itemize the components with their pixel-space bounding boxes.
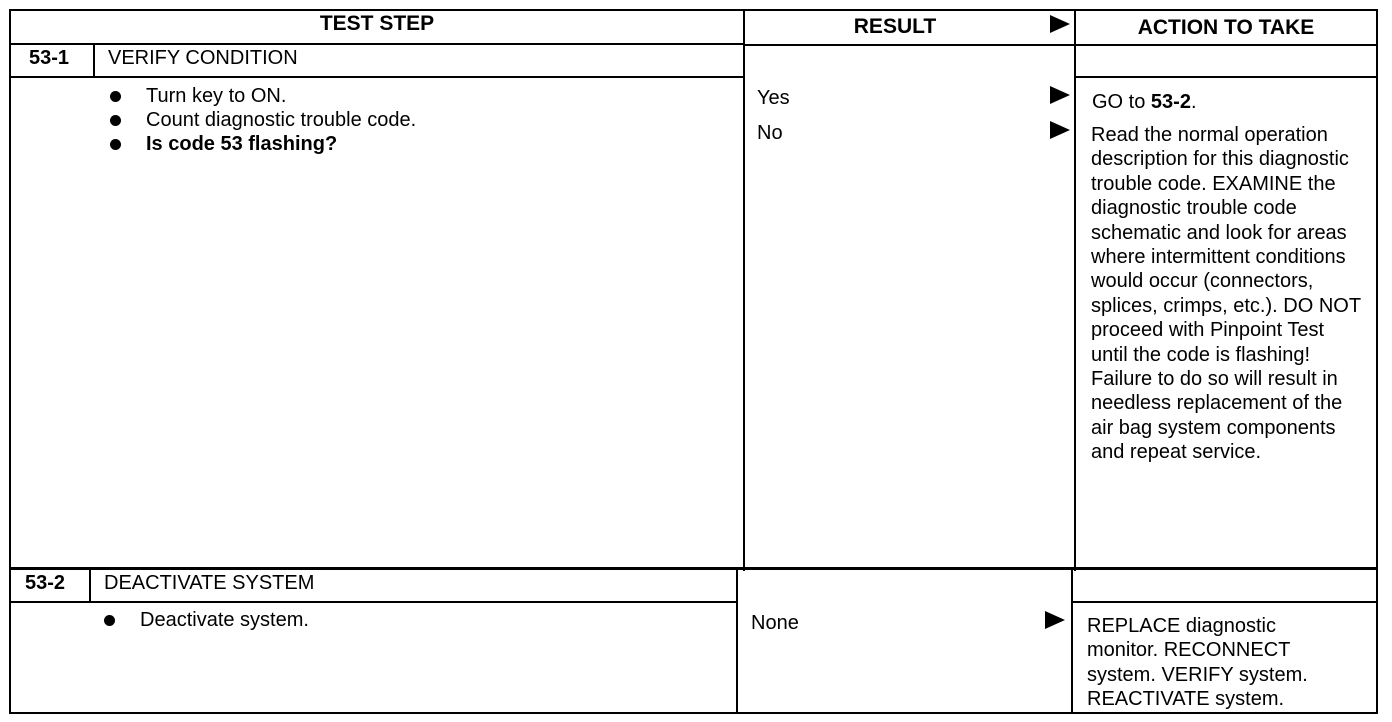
step-title: VERIFY CONDITION bbox=[108, 47, 298, 69]
action-col-divider-2 bbox=[1072, 601, 1378, 603]
step-id: 53-2 bbox=[25, 572, 66, 594]
result-none: None bbox=[751, 612, 799, 634]
header-test-step: TEST STEP bbox=[319, 12, 435, 35]
step-id: 53-1 bbox=[29, 47, 70, 69]
step2-id-divider bbox=[89, 569, 91, 603]
action-col-left-border-2 bbox=[1071, 569, 1073, 714]
action-col-top-border bbox=[1076, 76, 1378, 78]
bullet-icon bbox=[110, 139, 121, 150]
list-item: Is code 53 flashing? bbox=[108, 132, 416, 156]
header-bottom-border-left bbox=[9, 43, 745, 45]
action-yes: GO to 53-2. bbox=[1092, 91, 1197, 113]
header-result: RESULT bbox=[853, 15, 937, 38]
action-col-left-border bbox=[1074, 9, 1076, 571]
action-none: REPLACE diagnostic monitor. RECONNECT system. VERIFY system. REACTIVATE system. bbox=[1087, 615, 1308, 711]
step-bullet-list bbox=[102, 608, 309, 632]
bullet-icon bbox=[110, 91, 121, 102]
bullet-icon bbox=[104, 615, 115, 626]
header-bottom-border-right bbox=[745, 44, 1378, 46]
result-col-left-border bbox=[743, 9, 745, 571]
header-arrow-icon bbox=[1050, 15, 1070, 33]
step-title: DEACTIVATE SYSTEM bbox=[104, 572, 315, 594]
result-no: No bbox=[757, 122, 783, 144]
bullet-icon bbox=[110, 115, 121, 126]
result-yes: Yes bbox=[757, 87, 790, 109]
result-arrow-icon bbox=[1050, 121, 1070, 139]
action-no: Read the normal operation description for this diagnostic trouble code. EXAMINE the diagnostic trouble code schematic and look for areas where intermittent conditions would occur (connectors, splices, crimps, etc.). DO NOT proceed with Pinpoint Test until the code is flashing! Failure to do so will result in needless replacement of the air bag system components and repeat service. bbox=[1091, 124, 1361, 464]
table-left-border bbox=[9, 9, 11, 714]
result-col-left-border-2 bbox=[736, 569, 738, 714]
header-action-to-take: ACTION TO TAKE bbox=[1137, 16, 1315, 39]
table-right-border bbox=[1376, 9, 1378, 714]
step1-id-divider bbox=[93, 44, 95, 78]
list-item: Count diagnostic trouble code. bbox=[108, 108, 416, 132]
table-bottom-border bbox=[9, 712, 1378, 714]
list-item: Turn key to ON. bbox=[108, 84, 416, 108]
step1-title-underline bbox=[9, 76, 745, 78]
step2-title-underline bbox=[9, 601, 737, 603]
result-arrow-icon bbox=[1045, 611, 1065, 629]
table-top-border bbox=[9, 9, 1378, 11]
step-bullet-list bbox=[108, 84, 416, 156]
list-item: Deactivate system. bbox=[102, 608, 309, 632]
row-divider bbox=[9, 567, 1378, 570]
result-arrow-icon bbox=[1050, 86, 1070, 104]
